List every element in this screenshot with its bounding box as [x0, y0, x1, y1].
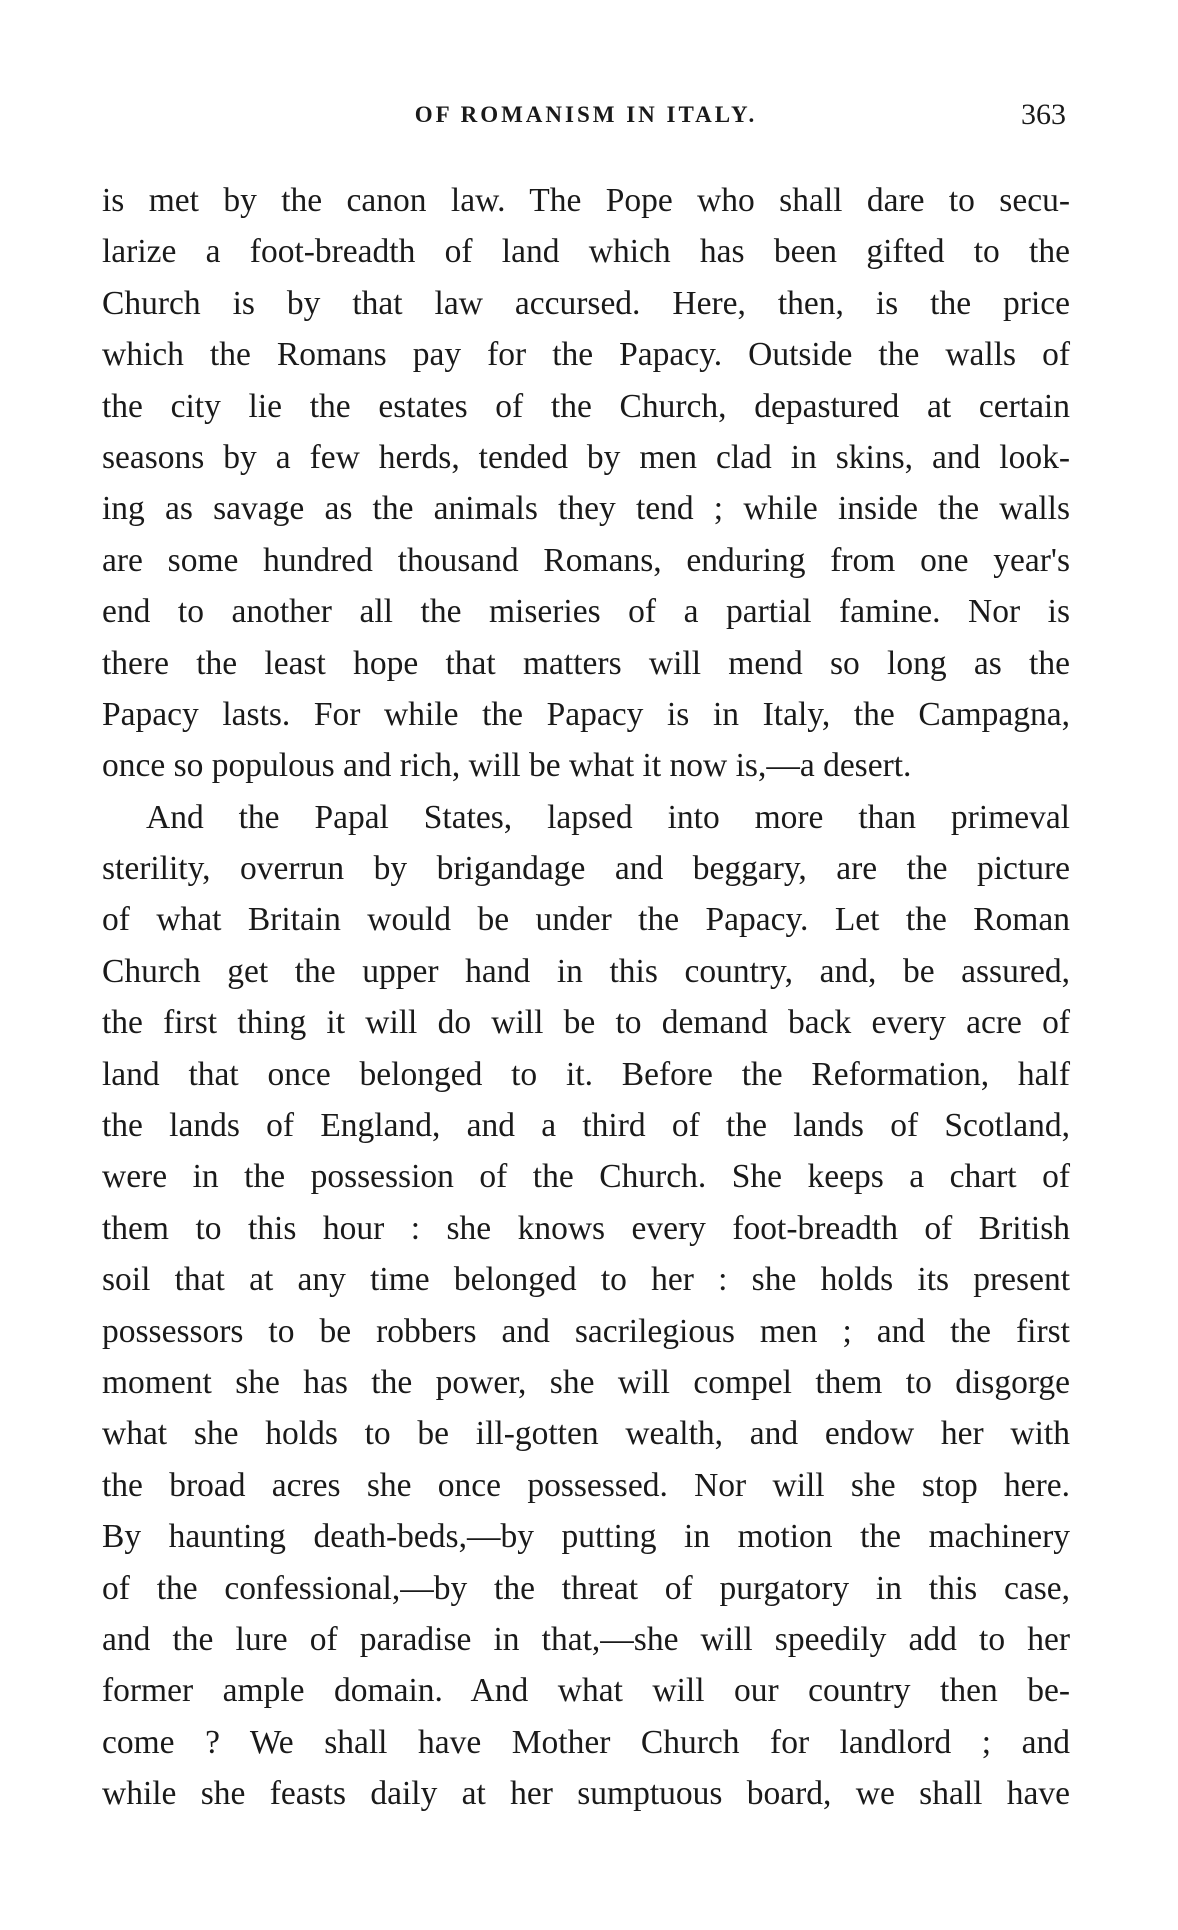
text-line: the city lie the estates of the Church, depastured at certain	[102, 387, 1070, 425]
text-line: there the least hope that matters will mend so long as the	[102, 644, 1070, 682]
text-line: of what Britain would be under the Papacy. Let the Roman	[102, 901, 1070, 939]
text-line: sterility, overrun by brigandage and beggary, are the picture	[102, 850, 1070, 888]
text-line: of the confessional,—by the threat of purgatory in this case,	[102, 1569, 1070, 1607]
text-line: soil that at any time belonged to her : she holds its present	[102, 1261, 1070, 1299]
text-line: Church get the upper hand in this country, and, be assured,	[102, 952, 1070, 990]
text-line: Papacy lasts. For while the Papacy is in Italy, the Campagna,	[102, 695, 1070, 733]
text-line: land that once belonged to it. Before the Reformation, half	[102, 1055, 1070, 1093]
text-line: while she feasts daily at her sumptuous board, we shall have	[102, 1775, 1070, 1813]
text-line: the first thing it will do will be to demand back every acre of	[102, 1004, 1070, 1042]
text-line: Church is by that law accursed. Here, then, is the price	[102, 284, 1070, 322]
running-title: OF ROMANISM IN ITALY.	[414, 102, 758, 127]
text-line: once so populous and rich, will be what it now is,—a desert.	[102, 747, 912, 785]
text-line: the lands of England, and a third of the lands of Scotland,	[102, 1107, 1070, 1145]
text-line: possessors to be robbers and sacrilegious men ; and the first	[102, 1312, 1070, 1350]
text-line: By haunting death-beds,—by putting in motion the machinery	[102, 1518, 1070, 1556]
text-line: which the Romans pay for the Papacy. Outside the walls of	[102, 336, 1070, 374]
text-line: is met by the canon law. The Pope who shall dare to secu-	[102, 182, 1070, 219]
text-line: end to another all the miseries of a partial famine. Nor is	[102, 593, 1070, 631]
paragraph-start-line: And the Papal States, lapsed into more than primeval	[146, 798, 1070, 836]
text-line: former ample domain. And what will our country then be-	[102, 1672, 1070, 1710]
text-line: ing as savage as the animals they tend ; while inside the walls	[102, 490, 1070, 528]
text-line: what she holds to be ill-gotten wealth, and endow her with	[102, 1415, 1070, 1453]
text-line: and the lure of paradise in that,—she will speedily add to her	[102, 1620, 1070, 1658]
text-line: the broad acres she once possessed. Nor will she stop here.	[102, 1466, 1070, 1504]
body-text	[102, 175, 1070, 1820]
text-line: larize a foot-breadth of land which has been gifted to the	[102, 233, 1070, 271]
text-line: were in the possession of the Church. She keeps a chart of	[102, 1158, 1070, 1196]
page-number: 363	[1021, 98, 1066, 131]
running-head	[102, 98, 1070, 138]
text-line: come ? We shall have Mother Church for landlord ; and	[102, 1723, 1070, 1761]
text-line: are some hundred thousand Romans, enduring from one year's	[102, 541, 1070, 579]
text-line: moment she has the power, she will compel them to disgorge	[102, 1363, 1070, 1401]
text-line: seasons by a few herds, tended by men clad in skins, and look-	[102, 438, 1070, 476]
text-line: them to this hour : she knows every foot-breadth of British	[102, 1209, 1070, 1247]
